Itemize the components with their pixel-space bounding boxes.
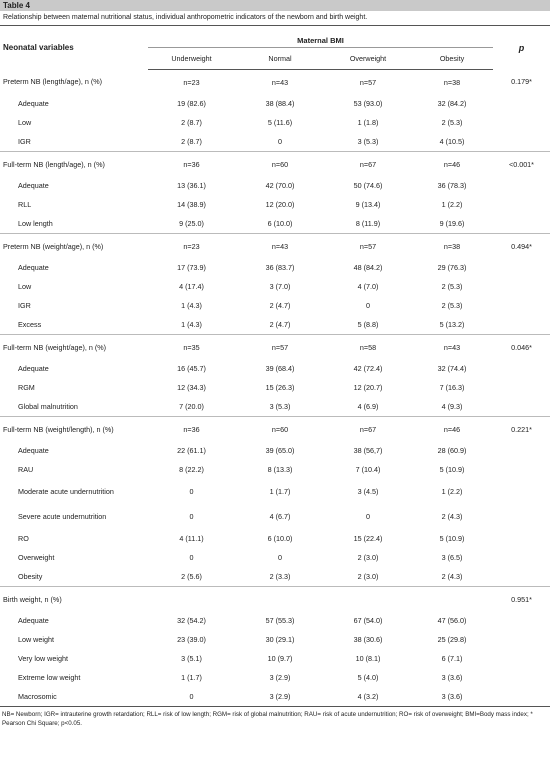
group-count-cell: n=46: [411, 417, 493, 442]
table-row: [0, 378, 550, 397]
value-cell: 38 (88.4): [265, 99, 295, 108]
table-row: [0, 529, 550, 548]
table-row: [0, 296, 550, 315]
table-caption: Relationship between maternal nutritional status, individual anthropometric indicators of the newborn and birth weight.: [0, 11, 550, 26]
value-cell: 17 (73.9): [177, 263, 206, 272]
group-label: Birth weight, n (%): [0, 587, 148, 612]
group-row: [0, 152, 550, 177]
empty-p-cell: [493, 315, 550, 335]
p-value-cell: 0.179*: [511, 77, 532, 87]
value-cell: 1 (1.8): [357, 118, 379, 127]
row-label: Adequate: [18, 99, 49, 108]
maternal-bmi-header: Maternal BMI: [148, 26, 493, 48]
group-count-cell: n=43: [235, 234, 325, 259]
value-cell: 6 (10.0): [267, 534, 293, 543]
value-cell: 3 (5.3): [269, 402, 291, 411]
value-cell: 12 (20.0): [265, 200, 295, 209]
value-cell: 53 (93.0): [353, 99, 383, 108]
results-table: [0, 26, 550, 706]
table-row: [0, 195, 550, 214]
table-row: [0, 611, 550, 630]
group-count-cell: n=67: [325, 417, 411, 442]
table-row: [0, 668, 550, 687]
value-cell: 39 (65.0): [265, 446, 295, 455]
value-cell: 7 (20.0): [179, 402, 204, 411]
row-label: Adequate: [18, 364, 49, 373]
p-value-cell: 0.494*: [493, 234, 550, 259]
row-label: Macrosomic: [18, 692, 57, 701]
column-header-overweight: Overweight: [325, 48, 411, 70]
value-cell: 2 (4.7): [269, 301, 291, 310]
value-cell: 3 (5.1): [181, 654, 202, 663]
row-label: Low length: [18, 219, 53, 228]
empty-p-cell: [493, 441, 550, 460]
table-row: [0, 397, 550, 417]
value-cell: 2 (5.3): [441, 282, 463, 291]
value-cell: 4 (9.3): [441, 402, 463, 411]
empty-p-cell: [493, 195, 550, 214]
p-value-cell: 0.951*: [493, 587, 550, 612]
value-cell: 5 (10.9): [439, 534, 465, 543]
value-cell: 32 (84.2): [437, 99, 467, 108]
value-cell: 1 (4.3): [181, 320, 202, 329]
value-cell: 5 (10.9): [439, 465, 465, 474]
empty-p-cell: [493, 378, 550, 397]
column-header-normal: Normal: [235, 48, 325, 70]
group-count-cell: n=23: [148, 234, 235, 259]
group-count-cell: n=58: [325, 335, 411, 360]
group-count-cell: [235, 587, 325, 612]
p-value-cell: 0.221*: [493, 417, 550, 442]
empty-p-cell: [493, 668, 550, 687]
row-label: RO: [18, 534, 29, 543]
value-cell: 4 (11.1): [179, 534, 204, 543]
empty-p-cell: [493, 176, 550, 195]
group-count-cell: [148, 587, 235, 612]
group-count-cell: n=57: [359, 77, 377, 87]
value-cell: 1 (1.7): [269, 487, 291, 496]
group-label: Full-term NB (weight/length), n (%): [0, 417, 148, 442]
value-cell: 30 (29.1): [265, 635, 295, 644]
value-cell: 1 (2.2): [441, 200, 463, 209]
value-cell: 9 (19.6): [439, 219, 465, 228]
group-count-cell: n=46: [411, 152, 493, 177]
value-cell: 1 (1.7): [181, 673, 202, 682]
row-label: Low: [18, 118, 32, 127]
value-cell: 6 (10.0): [267, 219, 293, 228]
group-count-cell: n=43: [271, 77, 289, 87]
value-cell: 4 (3.2): [357, 692, 379, 701]
value-cell: 22 (61.1): [177, 446, 206, 455]
value-cell: 3 (6.5): [441, 553, 463, 562]
group-label: Preterm NB (length/age), n (%): [3, 77, 103, 87]
value-cell: 2 (8.7): [181, 137, 202, 146]
group-count-cell: n=60: [235, 417, 325, 442]
value-cell: 16 (45.7): [177, 364, 206, 373]
value-cell: 8 (13.3): [267, 465, 293, 474]
group-count-cell: n=36: [148, 152, 235, 177]
value-cell: 0: [189, 512, 194, 521]
value-cell: 2 (3.0): [357, 572, 379, 581]
table-body: [0, 70, 550, 707]
row-label: Severe acute undernutrition: [18, 512, 107, 521]
table-row: [0, 113, 550, 132]
value-cell: 3 (4.5): [357, 487, 379, 496]
empty-p-cell: [493, 504, 550, 529]
group-label: Full-term NB (weight/age), n (%): [0, 335, 148, 360]
row-label: Global malnutrition: [18, 402, 78, 411]
table-row: [0, 258, 550, 277]
empty-p-cell: [493, 94, 550, 113]
empty-p-cell: [493, 258, 550, 277]
table-label: Table 4: [0, 0, 550, 11]
empty-p-cell: [493, 548, 550, 567]
value-cell: 2 (4.3): [441, 512, 463, 521]
empty-p-cell: [493, 630, 550, 649]
empty-p-cell: [493, 214, 550, 234]
value-cell: 3 (2.9): [269, 673, 291, 682]
value-cell: 2 (5.3): [441, 301, 463, 310]
value-cell: 2 (4.7): [269, 320, 291, 329]
value-cell: 3 (2.9): [269, 692, 291, 701]
neonatal-variables-header: Neonatal variables: [3, 43, 74, 53]
row-label: Adequate: [18, 263, 49, 272]
row-label: Overweight: [18, 553, 55, 562]
row-label: Low: [18, 282, 32, 291]
table-row: [0, 479, 550, 504]
table-row: [0, 132, 550, 152]
value-cell: 4 (17.4): [179, 282, 204, 291]
value-cell: 5 (11.6): [267, 118, 293, 127]
value-cell: 23 (39.0): [177, 635, 206, 644]
value-cell: 3 (3.6): [441, 673, 463, 682]
value-cell: 32 (74.4): [437, 364, 467, 373]
value-cell: 4 (7.0): [357, 282, 379, 291]
empty-p-cell: [493, 529, 550, 548]
table-row: [0, 277, 550, 296]
p-value-header: p: [518, 42, 525, 53]
value-cell: 2 (3.3): [269, 572, 291, 581]
empty-p-cell: [493, 611, 550, 630]
group-count-cell: n=38: [411, 234, 493, 259]
value-cell: 1 (2.2): [441, 487, 463, 496]
value-cell: 12 (20.7): [353, 383, 383, 392]
group-count-cell: [411, 587, 493, 612]
empty-p-cell: [493, 296, 550, 315]
group-row: [0, 417, 550, 442]
value-cell: 0: [189, 553, 194, 562]
value-cell: 10 (9.7): [267, 654, 293, 663]
group-count-cell: n=57: [325, 234, 411, 259]
value-cell: 2 (4.3): [441, 572, 463, 581]
value-cell: 0: [278, 553, 282, 562]
value-cell: 4 (6.9): [357, 402, 379, 411]
row-label: Very low weight: [18, 654, 68, 663]
row-label: RLL: [18, 200, 32, 209]
value-cell: 48 (84.2): [353, 263, 383, 272]
table-row: [0, 504, 550, 529]
value-cell: 0: [366, 512, 370, 521]
value-cell: 39 (68.4): [265, 364, 295, 373]
value-cell: 57 (55.3): [265, 616, 295, 625]
group-row: [0, 335, 550, 360]
value-cell: 2 (5.6): [181, 572, 202, 581]
value-cell: 7 (16.3): [439, 383, 465, 392]
value-cell: 50 (74.6): [353, 181, 383, 190]
value-cell: 5 (4.0): [357, 673, 379, 682]
row-label: Extreme low weight: [18, 673, 81, 682]
value-cell: 3 (7.0): [269, 282, 291, 291]
value-cell: 3 (3.6): [441, 692, 463, 701]
value-cell: 7 (10.4): [355, 465, 381, 474]
value-cell: 4 (6.7): [269, 512, 291, 521]
value-cell: 14 (38.9): [177, 200, 206, 209]
value-cell: 15 (22.4): [353, 534, 383, 543]
empty-p-cell: [493, 479, 550, 504]
value-cell: 15 (26.3): [265, 383, 295, 392]
value-cell: 2 (3.0): [357, 553, 379, 562]
value-cell: 0: [366, 301, 370, 310]
value-cell: 67 (54.0): [353, 616, 383, 625]
row-label: Moderate acute undernutrition: [18, 487, 114, 496]
value-cell: 6 (7.1): [441, 654, 463, 663]
table-footnote: NB= Newborn; IGR= intrauterine growth retardation; RLL= risk of low length; RGM= risk of global malnutrition; RAU= risk of acute undernutrition; RO= risk of overweight; BMI=Body mass index; * Pearson Chi Square; p<0.05.: [0, 706, 550, 728]
value-cell: 29 (76.3): [437, 263, 467, 272]
value-cell: 8 (11.9): [355, 219, 381, 228]
row-label: Obesity: [18, 572, 43, 581]
value-cell: 47 (56.0): [437, 616, 467, 625]
value-cell: 4 (10.5): [439, 137, 465, 146]
row-label: RAU: [18, 465, 34, 474]
value-cell: 12 (34.3): [177, 383, 206, 392]
row-label: Low weight: [18, 635, 54, 644]
empty-p-cell: [493, 460, 550, 479]
value-cell: 13 (36.1): [177, 181, 206, 190]
value-cell: 0: [189, 487, 194, 496]
group-row: [0, 70, 550, 95]
empty-p-cell: [493, 567, 550, 587]
table-row: [0, 649, 550, 668]
table-row: [0, 94, 550, 113]
table-row: [0, 315, 550, 335]
value-cell: 19 (82.6): [177, 99, 206, 108]
empty-p-cell: [493, 277, 550, 296]
value-cell: 9 (13.4): [355, 200, 381, 209]
value-cell: 32 (54.2): [177, 616, 206, 625]
column-header-underweight: Underweight: [148, 48, 235, 70]
group-row: [0, 234, 550, 259]
table-row: [0, 441, 550, 460]
empty-p-cell: [493, 359, 550, 378]
group-count-cell: n=35: [148, 335, 235, 360]
value-cell: 8 (22.2): [179, 465, 204, 474]
table-row: [0, 214, 550, 234]
value-cell: 2 (8.7): [181, 118, 202, 127]
table-row: [0, 630, 550, 649]
value-cell: 5 (8.8): [357, 320, 379, 329]
table-row: [0, 687, 550, 706]
value-cell: 0: [189, 692, 194, 701]
group-row: [0, 587, 550, 612]
table-row: [0, 176, 550, 195]
empty-p-cell: [493, 687, 550, 706]
column-header-obesity: Obesity: [411, 48, 493, 70]
empty-p-cell: [493, 397, 550, 417]
group-count-cell: n=36: [148, 417, 235, 442]
table-row: [0, 548, 550, 567]
value-cell: 42 (72.4): [353, 364, 383, 373]
group-count-cell: [325, 587, 411, 612]
value-cell: 36 (83.7): [265, 263, 295, 272]
empty-p-cell: [493, 113, 550, 132]
row-label: Adequate: [18, 446, 49, 455]
row-label: Adequate: [18, 616, 49, 625]
value-cell: 10 (8.1): [355, 654, 381, 663]
group-label: Preterm NB (weight/age), n (%): [0, 234, 148, 259]
group-count-cell: n=38: [443, 77, 461, 87]
empty-p-cell: [493, 132, 550, 152]
value-cell: 3 (5.3): [357, 137, 379, 146]
row-label: IGR: [18, 137, 31, 146]
table-row: [0, 567, 550, 587]
value-cell: 28 (60.9): [437, 446, 467, 455]
value-cell: 5 (13.2): [439, 320, 465, 329]
group-count-cell: n=60: [235, 152, 325, 177]
value-cell: 38 (30.6): [353, 635, 383, 644]
group-count-cell: n=67: [325, 152, 411, 177]
value-cell: 42 (70.0): [265, 181, 295, 190]
value-cell: 0: [278, 137, 282, 146]
table-row: [0, 359, 550, 378]
value-cell: 2 (5.3): [441, 118, 463, 127]
row-label: Excess: [18, 320, 42, 329]
value-cell: 36 (78.3): [437, 181, 467, 190]
row-label: Adequate: [18, 181, 49, 190]
group-label: Full-term NB (length/age), n (%): [0, 152, 148, 177]
row-label: RGM: [18, 383, 35, 392]
row-label: IGR: [18, 301, 31, 310]
value-cell: 25 (29.8): [437, 635, 467, 644]
group-count-cell: n=23: [183, 77, 200, 87]
p-value-cell: <0.001*: [493, 152, 550, 177]
value-cell: 9 (25.0): [179, 219, 204, 228]
value-cell: 1 (4.3): [181, 301, 202, 310]
value-cell: 38 (56,7): [353, 446, 383, 455]
table-row: [0, 460, 550, 479]
group-count-cell: n=43: [411, 335, 493, 360]
p-value-cell: 0.046*: [493, 335, 550, 360]
empty-p-cell: [493, 649, 550, 668]
group-count-cell: n=57: [235, 335, 325, 360]
